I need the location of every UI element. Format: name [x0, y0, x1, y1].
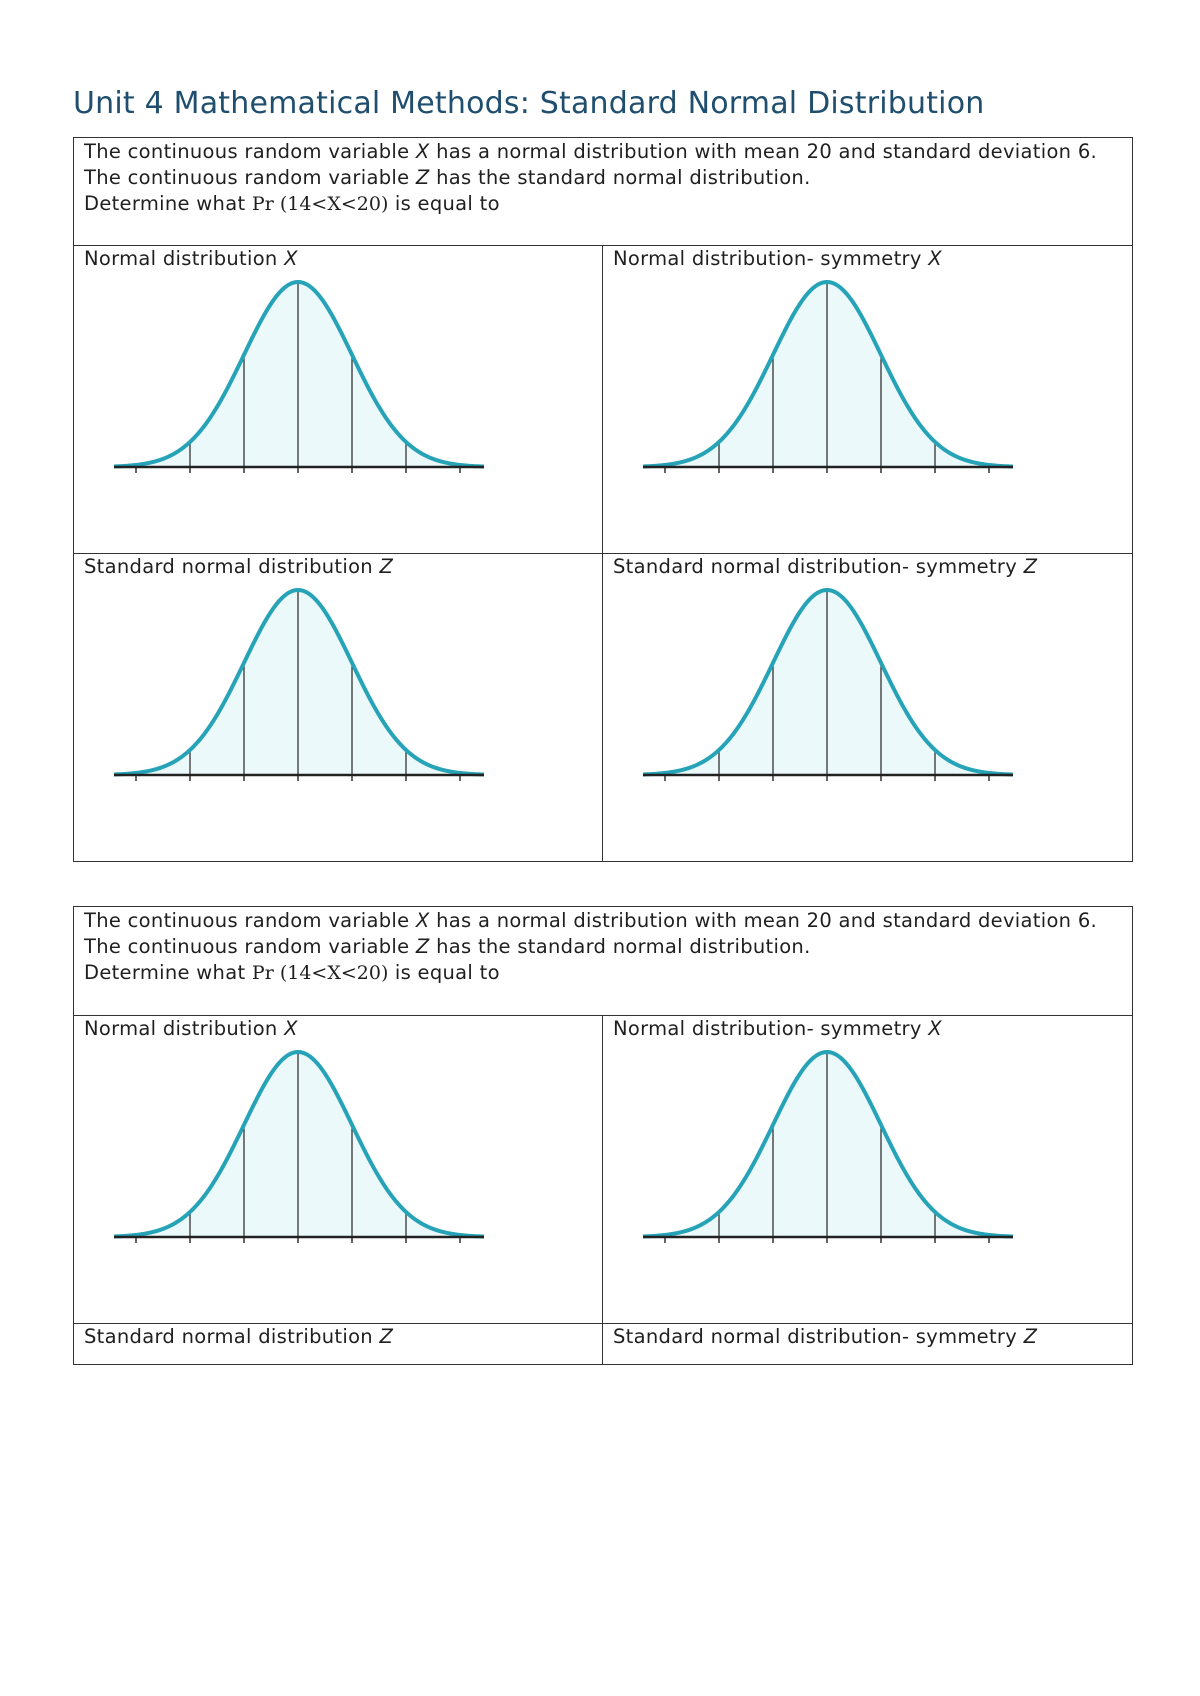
- cell-label: [613, 1016, 1122, 1042]
- normal-curve-graph: [613, 1046, 1013, 1261]
- normal-curve-graph: [84, 584, 484, 799]
- normal-curve-graph: [84, 276, 484, 491]
- cell-label-text: Normal distribution- symmetry: [613, 1017, 929, 1040]
- normal-curve-graph: [613, 584, 1013, 799]
- curve-area-fill: [643, 1052, 1013, 1237]
- graph-cell: [74, 554, 603, 862]
- intro-line-1: [84, 908, 1122, 934]
- probability-expression: Pr (14<X<20): [251, 962, 389, 984]
- intro-text: The continuous random variable: [84, 140, 416, 163]
- probability-expression: Pr (14<X<20): [251, 193, 389, 215]
- curve-area-fill: [114, 590, 484, 775]
- graph-cell: [74, 246, 603, 554]
- intro-text: is equal to: [388, 192, 500, 215]
- cell-label-text: Standard normal distribution- symmetry: [613, 555, 1024, 578]
- cell-label-text: Standard normal distribution: [84, 1325, 380, 1348]
- variable-x: X: [415, 140, 430, 163]
- intro-line-2: [84, 934, 1122, 960]
- intro-text: has the standard normal distribution.: [429, 166, 811, 189]
- graph-cell: [603, 1016, 1133, 1324]
- page-title: Unit 4 Mathematical Methods: Standard Normal Distribution: [73, 86, 985, 121]
- cell-label: [84, 554, 592, 580]
- cell-label-text: Normal distribution: [84, 247, 285, 270]
- worksheet-intro: [74, 138, 1133, 246]
- intro-text: Determine what: [84, 961, 252, 984]
- intro-line-1: [84, 139, 1122, 165]
- worksheet-intro: [74, 907, 1133, 1016]
- graph-row: [74, 246, 1133, 554]
- cell-label: [613, 554, 1122, 580]
- intro-cell: [74, 907, 1133, 1016]
- intro-line-3: [84, 960, 1122, 986]
- intro-text: The continuous random variable: [84, 166, 416, 189]
- cell-label: [84, 1016, 592, 1042]
- variable-z: Z: [415, 166, 430, 189]
- variable-x: X: [415, 909, 430, 932]
- curve-area-fill: [643, 282, 1013, 467]
- cell-label-text: Normal distribution: [84, 1017, 285, 1040]
- cell-label: [613, 1324, 1122, 1350]
- intro-text: Determine what: [84, 192, 252, 215]
- normal-curve-graph: [613, 276, 1013, 491]
- curve-area-fill: [114, 282, 484, 467]
- graph-row: [74, 1324, 1133, 1365]
- cell-label-variable: Z: [379, 1325, 394, 1348]
- intro-text: has a normal distribution with mean 20 and standard deviation 6.: [429, 909, 1098, 932]
- cell-label-variable: Z: [1023, 1325, 1038, 1348]
- cell-label: [613, 246, 1122, 272]
- worksheet-2: [73, 906, 1133, 1365]
- graph-cell: [603, 1324, 1133, 1365]
- intro-text: has a normal distribution with mean 20 and standard deviation 6.: [429, 140, 1098, 163]
- graph-cell: [603, 246, 1133, 554]
- normal-curve-graph: [84, 1046, 484, 1261]
- graph-cell: [74, 1324, 603, 1365]
- curve-area-fill: [114, 1052, 484, 1237]
- cell-label: [84, 246, 592, 272]
- cell-label-variable: X: [284, 247, 298, 270]
- cell-label-text: Standard normal distribution: [84, 555, 380, 578]
- graph-row: [74, 1016, 1133, 1324]
- cell-label: [84, 1324, 592, 1350]
- cell-label-variable: X: [928, 1017, 942, 1040]
- cell-label-variable: X: [928, 247, 942, 270]
- cell-label-variable: Z: [1023, 555, 1038, 578]
- intro-text: The continuous random variable: [84, 909, 416, 932]
- graph-cell: [603, 554, 1133, 862]
- intro-text: The continuous random variable: [84, 935, 416, 958]
- curve-area-fill: [643, 590, 1013, 775]
- intro-cell: [74, 138, 1133, 246]
- variable-z: Z: [415, 935, 430, 958]
- cell-label-variable: Z: [379, 555, 394, 578]
- intro-line-2: [84, 165, 1122, 191]
- intro-text: has the standard normal distribution.: [429, 935, 811, 958]
- intro-line-3: [84, 191, 1122, 217]
- intro-text: is equal to: [388, 961, 500, 984]
- graph-cell: [74, 1016, 603, 1324]
- cell-label-text: Standard normal distribution- symmetry: [613, 1325, 1024, 1348]
- graph-row: [74, 554, 1133, 862]
- worksheet-1: [73, 137, 1133, 862]
- cell-label-variable: X: [284, 1017, 298, 1040]
- cell-label-text: Normal distribution- symmetry: [613, 247, 929, 270]
